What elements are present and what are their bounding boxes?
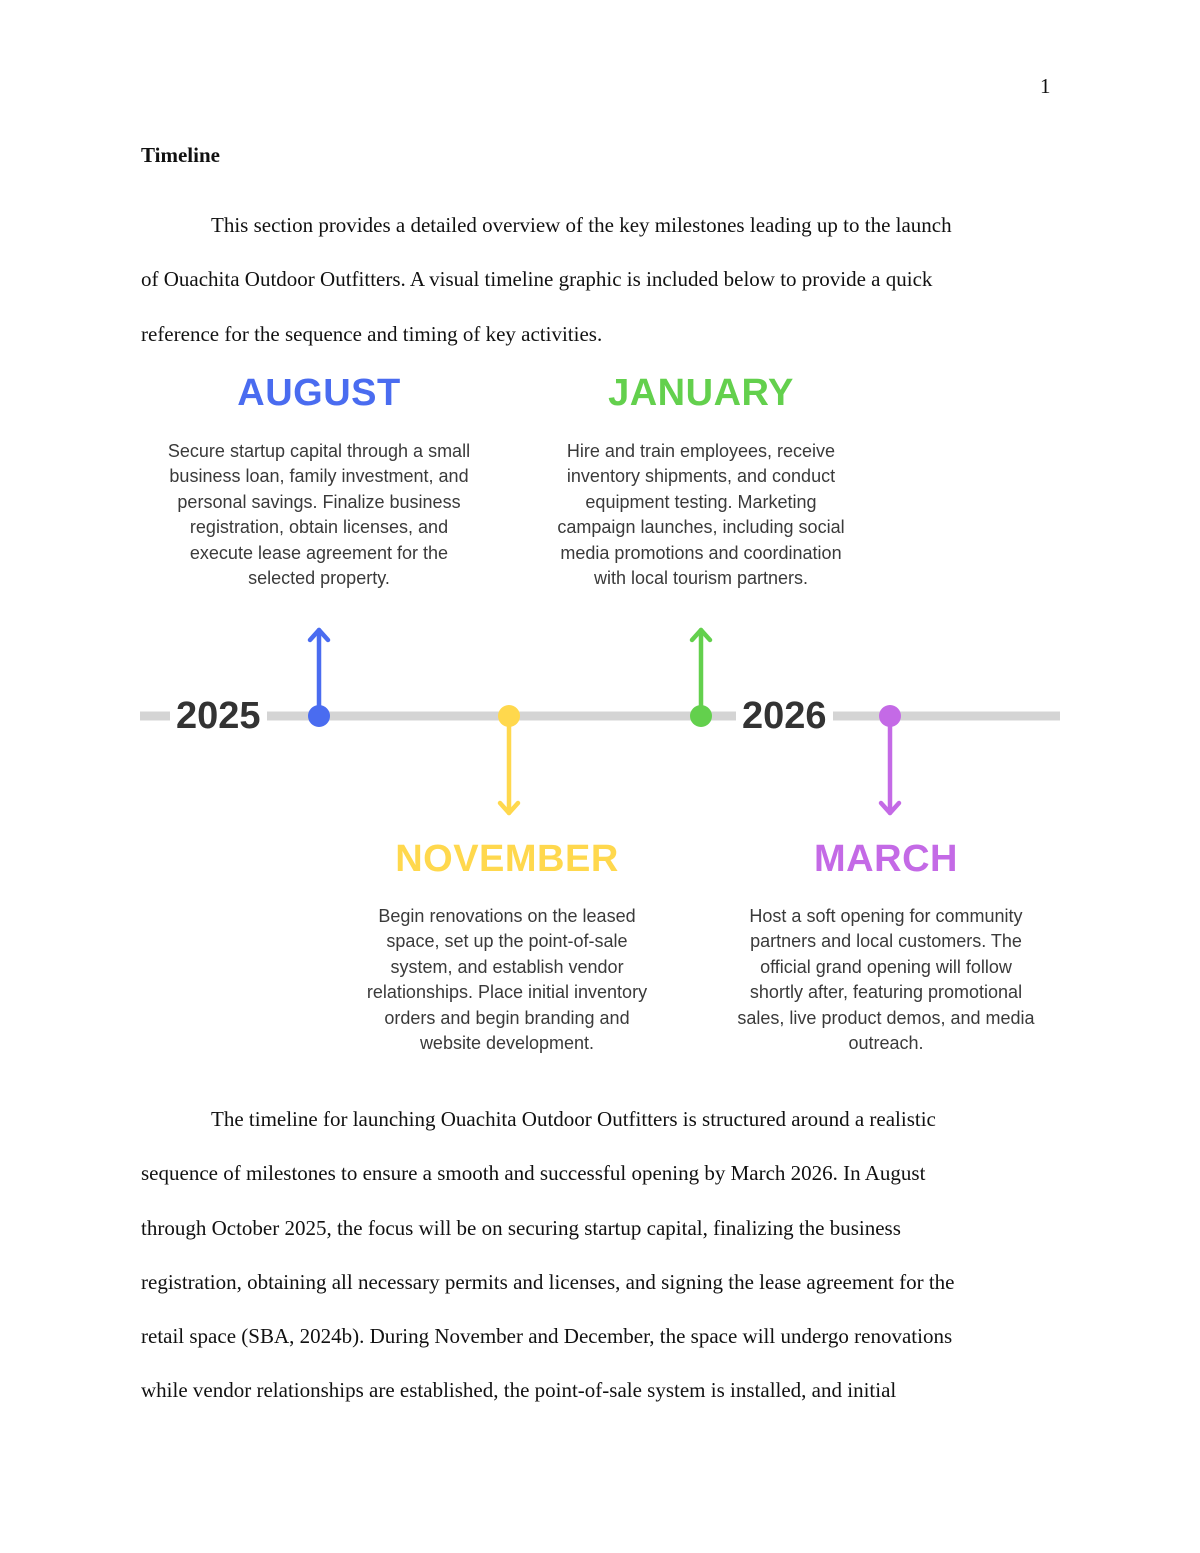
description-line: business loan, family investment, and <box>169 466 469 487</box>
body-line: while vendor relationships are established, the point-of-sale system is installed, and initial <box>141 1378 897 1403</box>
march-description <box>702 904 1070 1056</box>
description-line: Secure startup capital through a small <box>167 441 471 461</box>
november-marker <box>498 705 520 813</box>
body-line: sequence of milestones to ensure a smooth and successful opening by March 2026. In August <box>141 1161 926 1186</box>
body-line: The timeline for launching Ouachita Outdoor Outfitters is structured around a realistic <box>211 1107 936 1131</box>
description-line: sales, live product demos, and media <box>737 1007 1035 1028</box>
description-line: Begin renovations on the leased <box>378 906 636 926</box>
intro-line: reference for the sequence and timing of key activities. <box>141 321 603 346</box>
description-line: equipment testing. Marketing <box>585 491 817 512</box>
august-marker <box>308 630 330 727</box>
body-paragraph <box>141 1092 1059 1418</box>
march-dot <box>879 705 901 727</box>
description-line: campaign launches, including social <box>557 517 845 538</box>
description-line: official grand opening will follow <box>760 956 1012 977</box>
november-description <box>327 904 687 1056</box>
year-label-2026: 2026 <box>736 694 833 738</box>
page-number: 1 <box>1040 74 1051 98</box>
description-line: media promotions and coordination <box>560 542 842 563</box>
description-line: registration, obtain licenses, and <box>189 517 449 538</box>
description-line: selected property. <box>248 568 390 589</box>
november-dot <box>498 705 520 727</box>
description-line: outreach. <box>848 1033 924 1054</box>
january-description <box>521 439 881 591</box>
intro-line: of Ouachita Outdoor Outfitters. A visual timeline graphic is included below to provide a quick <box>141 267 933 292</box>
body-line: retail space (SBA, 2024b). During November and December, the space will undergo renovations <box>141 1324 953 1349</box>
intro-paragraph <box>141 198 1059 361</box>
description-line: shortly after, featuring promotional <box>749 982 1023 1003</box>
march-heading: MARCH <box>814 838 958 880</box>
description-line: personal savings. Finalize business <box>177 491 461 512</box>
intro-line: This section provides a detailed overview of the key milestones leading up to the launch <box>211 213 952 237</box>
january-marker <box>690 630 712 727</box>
body-line: through October 2025, the focus will be on securing startup capital, finalizing the business <box>141 1215 901 1240</box>
description-line: website development. <box>419 1033 595 1054</box>
description-line: space, set up the point-of-sale <box>386 931 628 952</box>
section-heading: Timeline <box>141 143 220 167</box>
description-line: Hire and train employees, receive <box>566 441 836 461</box>
january-heading: JANUARY <box>608 372 794 414</box>
description-line: relationships. Place initial inventory <box>366 982 648 1003</box>
body-line: registration, obtaining all necessary permits and licenses, and signing the lease agreement for the <box>141 1269 955 1294</box>
description-line: execute lease agreement for the <box>189 542 449 563</box>
august-dot <box>308 705 330 727</box>
timeline-graphic <box>138 368 1062 1068</box>
january-dot <box>690 705 712 727</box>
description-line: inventory shipments, and conduct <box>566 466 836 487</box>
description-line: partners and local customers. The <box>750 931 1022 952</box>
november-heading: NOVEMBER <box>395 838 619 880</box>
description-line: system, and establish vendor <box>390 956 624 977</box>
description-line: orders and begin branding and <box>384 1007 630 1028</box>
year-label-2025: 2025 <box>170 694 267 738</box>
description-line: Host a soft opening for community <box>749 906 1023 926</box>
august-heading: AUGUST <box>237 372 401 414</box>
march-marker <box>879 705 901 813</box>
description-line: with local tourism partners. <box>593 568 809 589</box>
august-description <box>139 439 499 591</box>
